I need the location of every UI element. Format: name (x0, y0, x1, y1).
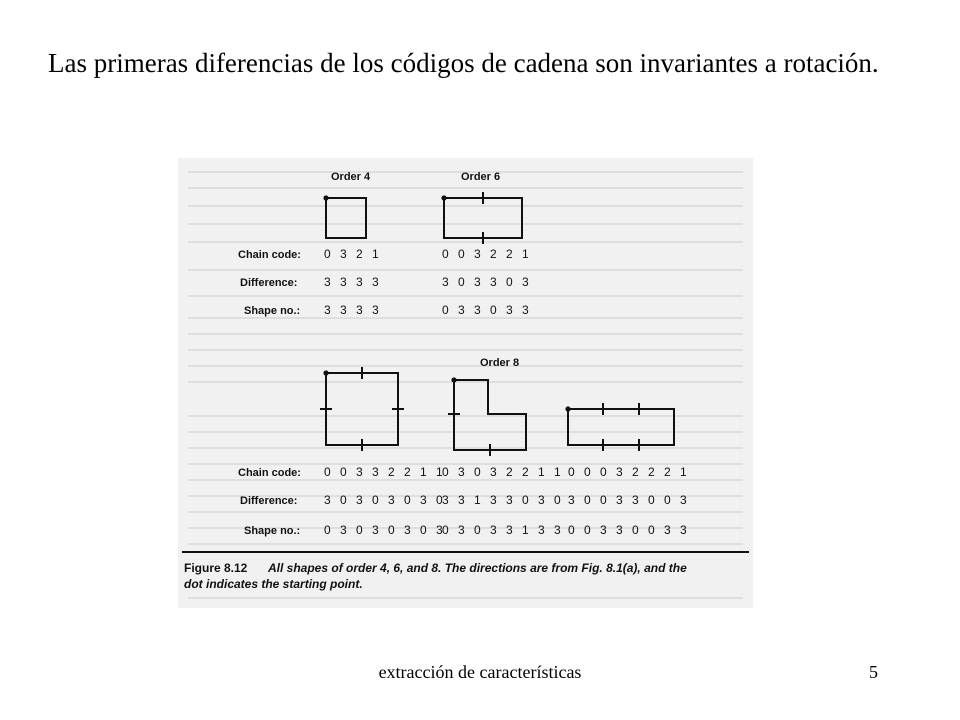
caption-text: All shapes of order 4, 6, and 8. The directions are from Fig. 8.1(a), and the (268, 561, 687, 575)
order-8-shape-a (320, 367, 404, 451)
slide-title: Las primeras diferencias de los códigos de cadena son invariantes a rotación. (48, 48, 879, 78)
start-dot-order-8-c (565, 406, 570, 411)
chain-label-bottom: Chain code: (238, 467, 301, 479)
order-6-difference: 3 0 3 3 0 3 (442, 275, 532, 289)
order-4-difference: 3 3 3 3 (324, 275, 382, 289)
order-4-shape (326, 198, 366, 238)
order-8-a-chain: 0 0 3 3 2 2 1 1 (324, 465, 446, 479)
shape-label-top: Shape no.: (244, 305, 301, 317)
start-dot-order-4 (323, 195, 328, 200)
order-8-b-shape-no: 0 3 0 3 3 1 3 3 (442, 523, 564, 537)
chain-label-top: Chain code: (238, 249, 301, 261)
order-4-chain: 0 3 2 1 (324, 247, 382, 261)
page-number: 5 (869, 662, 878, 682)
order-8-label: Order 8 (480, 357, 520, 369)
caption-label: Figure 8.12 (184, 561, 248, 575)
order-8-a-difference: 3 0 3 0 3 0 3 0 (324, 493, 446, 507)
order-6-chain: 0 0 3 2 2 1 (442, 247, 532, 261)
shape-label-bottom: Shape no.: (244, 525, 301, 537)
figure-svg (178, 158, 753, 608)
start-dot-order-6 (441, 195, 446, 200)
difference-label-bottom: Difference: (240, 495, 298, 507)
order-6-label: Order 6 (461, 171, 501, 183)
order-6-shape-no: 0 3 3 0 3 3 (442, 303, 532, 317)
order-8-c-difference: 3 0 0 3 3 0 0 3 (568, 493, 690, 507)
order-8-c-shape-no: 0 0 3 3 0 0 3 3 (568, 523, 690, 537)
caption-text-2: dot indicates the starting point. (184, 577, 363, 591)
order-8-c-chain: 0 0 0 3 2 2 2 1 (568, 465, 690, 479)
order-4-label: Order 4 (331, 171, 371, 183)
difference-label-top: Difference: (240, 277, 298, 289)
order-8-shape-c (568, 403, 674, 451)
start-dot-order-8-b (451, 377, 456, 382)
order-6-shape (444, 192, 522, 244)
start-dot-order-8-a (323, 370, 328, 375)
order-4-shape-no: 3 3 3 3 (324, 303, 382, 317)
order-8-shape-b (448, 380, 526, 456)
order-8-b-chain: 0 3 0 3 2 2 1 1 (442, 465, 564, 479)
order-8-a-shape-no: 0 3 0 3 0 3 0 3 (324, 523, 446, 537)
scanned-figure (178, 158, 753, 608)
order-8-b-difference: 3 3 1 3 3 0 3 0 (442, 493, 564, 507)
slide-footer: extracción de características (378, 662, 582, 682)
